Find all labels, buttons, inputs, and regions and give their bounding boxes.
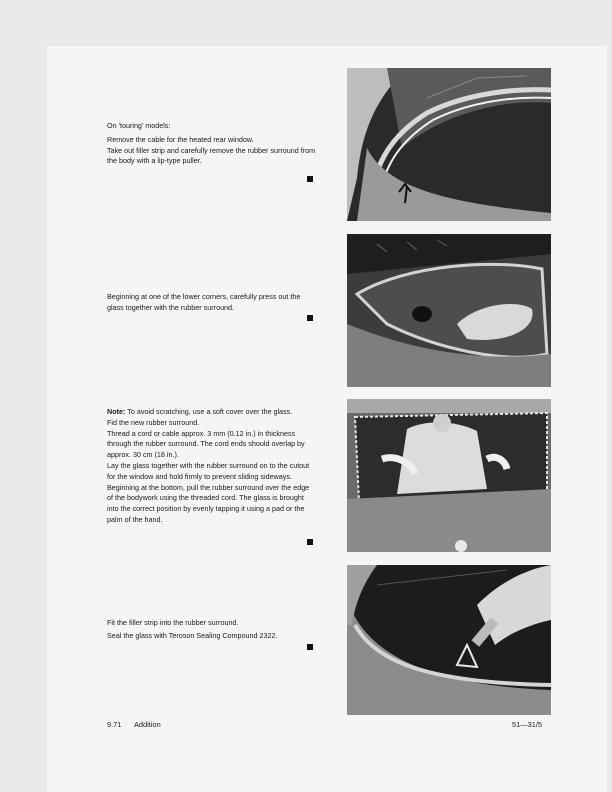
instruction-section-4 [107,618,317,642]
photo-remove-surround [347,68,551,221]
section-line: Thread a cord or cable approx. 3 mm (0.12 in.) in thickness through the rubber surround. The cord ends should overlap by approx. 30 cm (18 in.). [107,428,305,460]
instruction-section-2 [107,292,317,314]
footer-date: 9.71 [107,720,122,729]
page-number: 51—31/5 [512,720,542,729]
section-line: Fid the new rubber surround. [107,417,200,427]
instruction-section-3 [107,407,317,526]
section-line: Beginning at one of the lower corners, carefully press out the glass together with the rubber surround. [107,292,301,312]
photo-fit-filler-strip [347,565,551,715]
instruction-section-1 [107,121,317,167]
end-of-step-marker [307,315,313,321]
end-of-step-marker [307,176,313,182]
section-line: Take out filler strip and carefully remove the rubber surround from the body with a lip-type puller. [107,145,316,166]
section-line: Fit the filler strip into the rubber surround. [107,618,239,627]
footer-label: Addition [134,720,161,729]
section-line: Seal the glass with Teroson Sealing Compound 2322. [107,630,278,640]
end-of-step-marker [307,539,313,545]
section-line: Lay the glass together with the rubber surround on to the cutout for the window and hold firmly to prevent sliding sideways. Beginning at the bottom, pull the rubber surround over the edge of the bodywork using the threaded cord. The glass is brought into the correct position by evenly tapping it using a pad or the palm of the hand. [107,460,310,524]
end-of-step-marker [307,644,313,650]
section-line: Remove the cable for the heated rear window. [107,134,254,144]
note-label: Note: [107,407,126,416]
photo-press-out-glass [347,234,551,387]
section-line: On 'touring' models: [107,121,171,130]
photo-lay-glass [347,399,551,552]
note-text: To avoid scratching, use a soft cover over the glass. [125,407,293,416]
